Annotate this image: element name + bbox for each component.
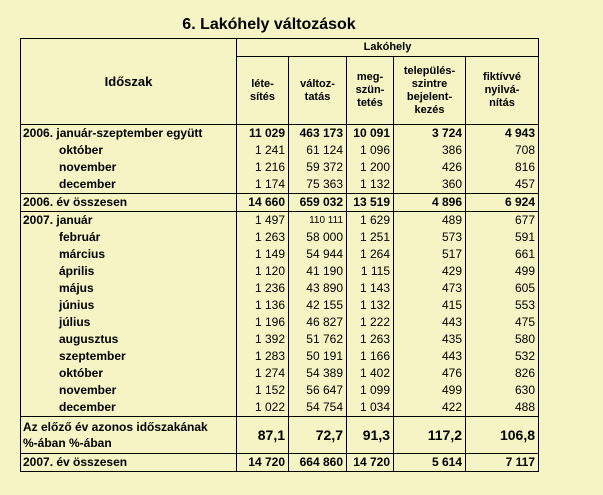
cell-fiktivve-nyilvanitas: 553 — [466, 297, 539, 314]
cell-letesites: 1 196 — [237, 314, 289, 331]
cell-letesites: 1 174 — [237, 176, 289, 194]
cell-fiktivve-nyilvanitas: 457 — [466, 176, 539, 194]
cell-fiktivve-nyilvanitas: 826 — [466, 365, 539, 382]
cell-telepulesszintre-bejelentkezes: 476 — [394, 365, 466, 382]
page-title: 6. Lakóhely változások — [182, 16, 356, 33]
cell-letesites: 1 120 — [237, 263, 289, 280]
cell-valtoztatas: 42 155 — [289, 297, 347, 314]
total-cell-telepulesszintre-bejelentkezes: 5 614 — [394, 454, 466, 472]
row-label: július — [21, 314, 237, 331]
cell-letesites: 1 149 — [237, 246, 289, 263]
cell-letesites: 1 136 — [237, 297, 289, 314]
cell-valtoztatas: 58 000 — [289, 229, 347, 246]
cell-valtoztatas: 41 190 — [289, 263, 347, 280]
cell-telepulesszintre-bejelentkezes: 360 — [394, 176, 466, 194]
cell-megszuntetes: 1 222 — [347, 314, 394, 331]
cell-telepulesszintre-bejelentkezes: 4 896 — [394, 194, 466, 212]
cell-megszuntetes: 1 200 — [347, 159, 394, 176]
column-header-line: szün- — [355, 84, 385, 96]
cell-telepulesszintre-bejelentkezes: 3 724 — [394, 125, 466, 143]
period-header: Időszak — [21, 39, 237, 125]
group-header: Lakóhely — [237, 39, 539, 57]
column-header-line: tatás — [304, 90, 331, 103]
row-label: szeptember — [21, 348, 237, 365]
cell-fiktivve-nyilvanitas: 677 — [466, 212, 539, 230]
cell-valtoztatas: 51 762 — [289, 331, 347, 348]
cell-fiktivve-nyilvanitas: 475 — [466, 314, 539, 331]
column-header-line: nítás — [489, 97, 515, 109]
cell-telepulesszintre-bejelentkezes: 573 — [394, 229, 466, 246]
column-header-valtoztatas — [289, 57, 347, 125]
cell-valtoztatas: 659 032 — [289, 194, 347, 212]
cell-fiktivve-nyilvanitas: 6 924 — [466, 194, 539, 212]
cell-fiktivve-nyilvanitas: 488 — [466, 399, 539, 417]
percent-cell-megszuntetes: 91,3 — [347, 417, 394, 454]
row-label: 2006. év összesen — [21, 194, 237, 212]
cell-valtoztatas: 54 944 — [289, 246, 347, 263]
cell-fiktivve-nyilvanitas: 605 — [466, 280, 539, 297]
table-row — [21, 331, 539, 348]
row-label: február — [21, 229, 237, 246]
cell-letesites: 1 236 — [237, 280, 289, 297]
column-header-line: változ- — [300, 77, 335, 90]
cell-letesites: 1 497 — [237, 212, 289, 230]
column-header-line: fiktívvé — [483, 71, 521, 83]
table-row — [21, 125, 539, 143]
column-header-line: meg- — [356, 71, 384, 83]
cell-fiktivve-nyilvanitas: 591 — [466, 229, 539, 246]
cell-telepulesszintre-bejelentkezes: 435 — [394, 331, 466, 348]
row-label: június — [21, 297, 237, 314]
row-label: 2006. január-szeptember együtt — [21, 125, 237, 143]
cell-megszuntetes: 1 034 — [347, 399, 394, 417]
column-header-line: tetés — [357, 97, 383, 109]
table-row — [21, 212, 539, 230]
table-row — [21, 142, 539, 159]
cell-letesites: 1 283 — [237, 348, 289, 365]
cell-telepulesszintre-bejelentkezes: 429 — [394, 263, 466, 280]
row-label: 2007. év összesen — [21, 454, 237, 472]
table-row — [21, 263, 539, 280]
column-header-line: bejelent- — [406, 90, 453, 103]
column-header-letesites — [237, 57, 289, 125]
row-label: augusztus — [21, 331, 237, 348]
cell-megszuntetes: 1 251 — [347, 229, 394, 246]
cell-fiktivve-nyilvanitas: 630 — [466, 382, 539, 399]
column-header-line: sítés — [249, 90, 276, 103]
cell-letesites: 14 660 — [237, 194, 289, 212]
cell-telepulesszintre-bejelentkezes: 422 — [394, 399, 466, 417]
total-cell-letesites: 14 720 — [237, 454, 289, 472]
cell-megszuntetes: 1 115 — [347, 263, 394, 280]
cell-letesites: 1 152 — [237, 382, 289, 399]
table-row — [21, 246, 539, 263]
cell-letesites: 1 392 — [237, 331, 289, 348]
cell-fiktivve-nyilvanitas: 499 — [466, 263, 539, 280]
cell-telepulesszintre-bejelentkezes: 426 — [394, 159, 466, 176]
table-row — [21, 399, 539, 417]
cell-megszuntetes: 10 091 — [347, 125, 394, 143]
cell-megszuntetes: 13 519 — [347, 194, 394, 212]
table-row — [21, 229, 539, 246]
cell-valtoztatas: 110 111 — [289, 212, 347, 230]
cell-valtoztatas: 56 647 — [289, 382, 347, 399]
row-label: november — [21, 159, 237, 176]
row-label: október — [21, 142, 237, 159]
percent-cell-letesites: 87,1 — [237, 417, 289, 454]
percent-row-label-cont: %-ában %-ában — [21, 436, 237, 454]
cell-valtoztatas: 46 827 — [289, 314, 347, 331]
table-row — [21, 176, 539, 194]
row-label: november — [21, 382, 237, 399]
total-cell-fiktivve-nyilvanitas: 7 117 — [466, 454, 539, 472]
cell-megszuntetes: 1 264 — [347, 246, 394, 263]
cell-megszuntetes: 1 099 — [347, 382, 394, 399]
cell-fiktivve-nyilvanitas: 532 — [466, 348, 539, 365]
column-header-fiktivve-nyilvanitas — [466, 57, 539, 125]
column-header-line: léte- — [251, 77, 274, 90]
table-row — [21, 365, 539, 382]
cell-telepulesszintre-bejelentkezes: 489 — [394, 212, 466, 230]
table-row — [21, 314, 539, 331]
lakohely-table — [20, 38, 539, 472]
cell-megszuntetes: 1 629 — [347, 212, 394, 230]
cell-telepulesszintre-bejelentkezes: 473 — [394, 280, 466, 297]
percent-cell-fiktivve-nyilvanitas: 106,8 — [466, 417, 539, 454]
cell-valtoztatas: 50 191 — [289, 348, 347, 365]
table-row — [21, 297, 539, 314]
table-row-percent — [21, 417, 539, 437]
cell-letesites: 1 263 — [237, 229, 289, 246]
cell-valtoztatas: 463 173 — [289, 125, 347, 143]
row-label: április — [21, 263, 237, 280]
row-label: december — [21, 176, 237, 194]
percent-cell-valtoztatas: 72,7 — [289, 417, 347, 454]
cell-fiktivve-nyilvanitas: 661 — [466, 246, 539, 263]
cell-megszuntetes: 1 143 — [347, 280, 394, 297]
cell-fiktivve-nyilvanitas: 580 — [466, 331, 539, 348]
table-row — [21, 348, 539, 365]
cell-valtoztatas: 43 890 — [289, 280, 347, 297]
cell-letesites: 11 029 — [237, 125, 289, 143]
percent-cell-telepulesszintre-bejelentkezes: 117,2 — [394, 417, 466, 454]
column-header-line: szintre — [411, 77, 448, 90]
cell-telepulesszintre-bejelentkezes: 443 — [394, 348, 466, 365]
cell-fiktivve-nyilvanitas: 816 — [466, 159, 539, 176]
cell-valtoztatas: 75 363 — [289, 176, 347, 194]
cell-megszuntetes: 1 132 — [347, 297, 394, 314]
cell-megszuntetes: 1 132 — [347, 176, 394, 194]
cell-megszuntetes: 1 166 — [347, 348, 394, 365]
cell-letesites: 1 022 — [237, 399, 289, 417]
cell-telepulesszintre-bejelentkezes: 443 — [394, 314, 466, 331]
row-label: március — [21, 246, 237, 263]
cell-valtoztatas: 61 124 — [289, 142, 347, 159]
total-cell-megszuntetes: 14 720 — [347, 454, 394, 472]
table-row — [21, 280, 539, 297]
table-row — [21, 194, 539, 212]
table-row — [21, 382, 539, 399]
cell-fiktivve-nyilvanitas: 4 943 — [466, 125, 539, 143]
cell-megszuntetes: 1 263 — [347, 331, 394, 348]
cell-telepulesszintre-bejelentkezes: 499 — [394, 382, 466, 399]
table-row — [21, 159, 539, 176]
cell-valtoztatas: 59 372 — [289, 159, 347, 176]
column-header-line: kezés — [414, 103, 445, 116]
row-label: december — [21, 399, 237, 417]
cell-telepulesszintre-bejelentkezes: 517 — [394, 246, 466, 263]
row-label: 2007. január — [21, 212, 237, 230]
table-row-total-2007 — [21, 454, 539, 472]
column-header-telepulesszintre-bejelentkezes — [394, 57, 466, 125]
column-header-megszuntetes — [347, 57, 394, 125]
column-header-line: település- — [403, 64, 456, 77]
cell-valtoztatas: 54 389 — [289, 365, 347, 382]
row-label: október — [21, 365, 237, 382]
cell-valtoztatas: 54 754 — [289, 399, 347, 417]
cell-fiktivve-nyilvanitas: 708 — [466, 142, 539, 159]
cell-letesites: 1 241 — [237, 142, 289, 159]
cell-letesites: 1 274 — [237, 365, 289, 382]
cell-telepulesszintre-bejelentkezes: 415 — [394, 297, 466, 314]
cell-letesites: 1 216 — [237, 159, 289, 176]
cell-megszuntetes: 1 402 — [347, 365, 394, 382]
percent-row-label: Az előző év azonos időszakának — [21, 417, 237, 437]
cell-megszuntetes: 1 096 — [347, 142, 394, 159]
total-cell-valtoztatas: 664 860 — [289, 454, 347, 472]
row-label: május — [21, 280, 237, 297]
cell-telepulesszintre-bejelentkezes: 386 — [394, 142, 466, 159]
column-header-line: nyilvá- — [484, 84, 520, 96]
